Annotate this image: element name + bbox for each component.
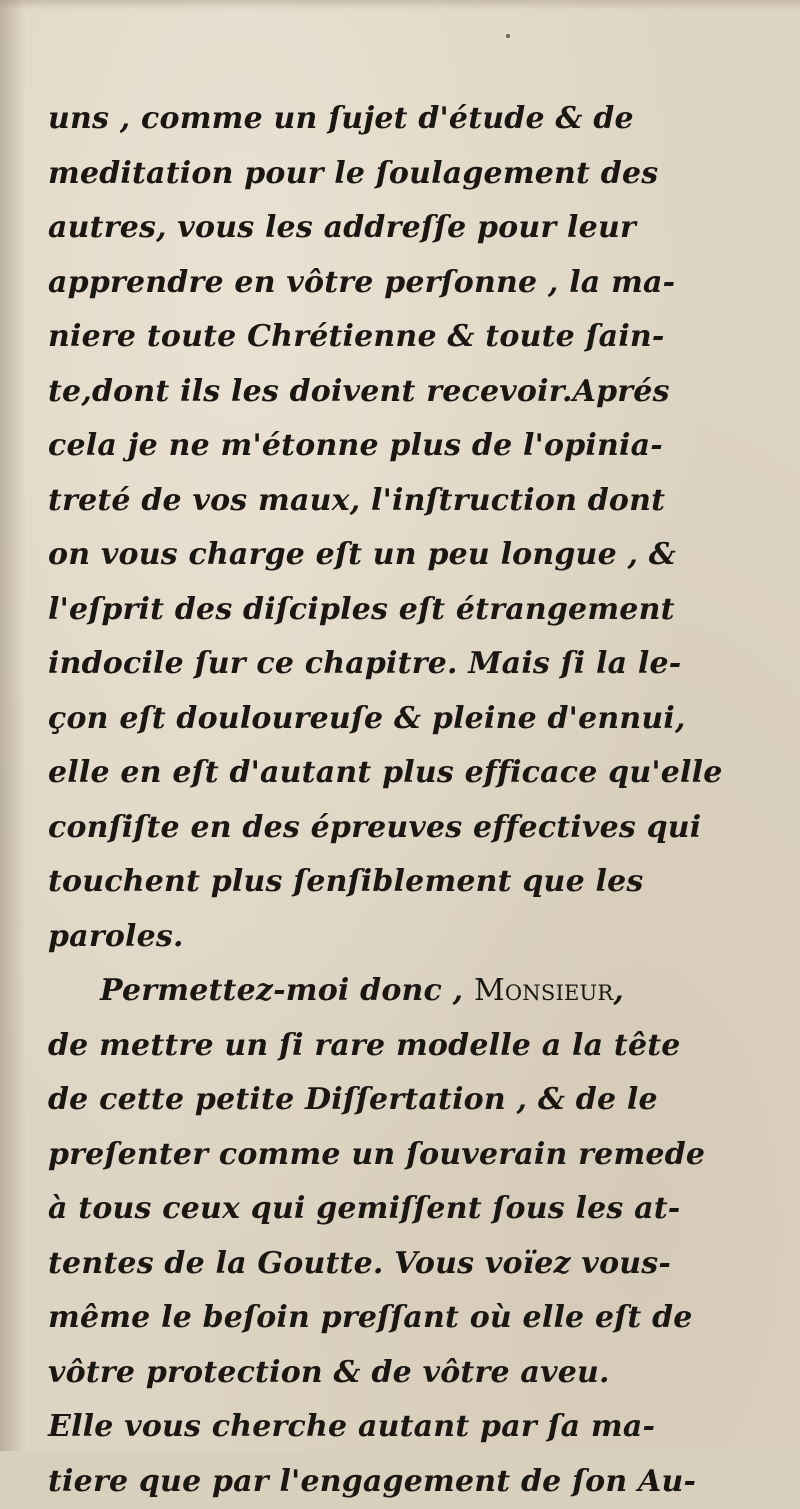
text-line: vôtre protection & de vôtre aveu. <box>48 1346 688 1401</box>
page-gutter-shadow <box>0 0 26 1451</box>
paragraph-opening-text: Permettez-moi donc , <box>100 973 474 1008</box>
text-line: elle en eſt d'autant plus efficace qu'elle <box>48 746 688 801</box>
text-line: çon eſt douloureuſe & pleine d'ennui, <box>48 692 688 747</box>
body-text <box>48 92 688 1509</box>
text-line: de mettre un ſi rare modelle a la tête <box>48 1019 688 1074</box>
ink-speck <box>506 34 510 38</box>
text-line: touchent plus ſenſiblement que les <box>48 855 688 910</box>
text-line: on vous charge eſt un peu longue , & <box>48 528 688 583</box>
addressee-small-caps: Monsieur <box>474 973 613 1008</box>
text-line: cela je ne m'étonne plus de l'opinia- <box>48 419 688 474</box>
text-line: preſenter comme un ſouverain remede <box>48 1128 688 1183</box>
text-line: tentes de la Goutte. Vous voïez vous- <box>48 1237 688 1292</box>
text-line: à tous ceux qui gemiſſent ſous les at- <box>48 1182 688 1237</box>
text-line: autres, vous les addreſſe pour leur <box>48 201 688 256</box>
addressee-comma: , <box>613 973 624 1008</box>
text-line: indocile ſur ce chapitre. Mais ſi la le- <box>48 637 688 692</box>
text-line: te,dont ils les doivent recevoir.Aprés <box>48 365 688 420</box>
text-line: apprendre en vôtre perſonne , la ma- <box>48 256 688 311</box>
text-line: uns , comme un ſujet d'étude & de <box>48 92 688 147</box>
text-line: Elle vous cherche autant par ſa ma- <box>48 1400 688 1455</box>
text-line: conſiſte en des épreuves effectives qui <box>48 801 688 856</box>
text-line: paroles. <box>48 910 688 965</box>
text-line: niere toute Chrétienne & toute ſain- <box>48 310 688 365</box>
page-top-edge <box>0 0 800 10</box>
text-line: meditation pour le ſoulagement des <box>48 147 688 202</box>
paragraph-start-line <box>48 964 688 1019</box>
text-line: treté de vos maux, l'inſtruction dont <box>48 474 688 529</box>
text-line: l'eſprit des diſciples eſt étrangement <box>48 583 688 638</box>
text-line: tiere que par l'engagement de ſon Au- <box>48 1455 688 1509</box>
text-line: même le beſoin preſſant où elle eſt de <box>48 1291 688 1346</box>
text-line: de cette petite Diſſertation , & de le <box>48 1073 688 1128</box>
